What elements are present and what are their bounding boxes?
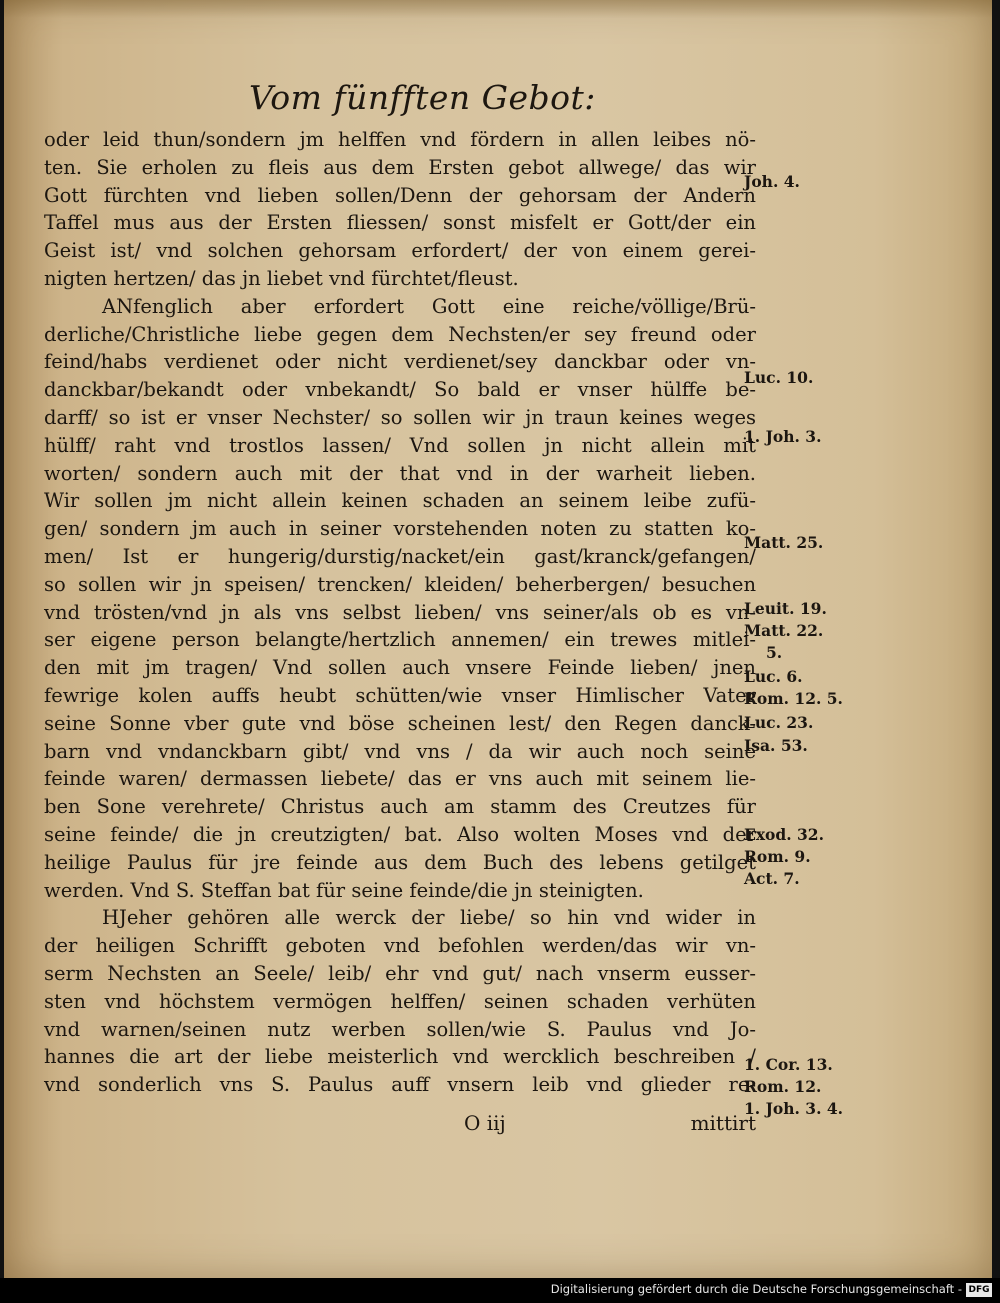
text-line: heilige Paulus für jre feinde aus dem Buch des lebens getilget (44, 850, 756, 874)
text-line: Wir sollen jm nicht allein keinen schaden an seinem leibe zufü- (44, 489, 756, 513)
text-line: barn vnd vndanckbarn gibt/ vnd vns / da wir auch noch seine (44, 739, 756, 763)
signature-mark: O iij (464, 1111, 506, 1135)
text-line: feind/habs verdienet oder nicht verdienet/sey danckbar oder vn- (44, 350, 756, 374)
margin-note: Matt. 25. (744, 533, 824, 552)
margin-note: Luc. 10. (744, 368, 814, 387)
margin-note: Act. 7. (744, 869, 800, 888)
text-line: vnd sonderlich vns S. Paulus auff vnsern leib vnd glieder re- (44, 1073, 756, 1097)
page-header: Vom fünfften Gebot: (249, 78, 596, 117)
text-line: darff/ so ist er vnser Nechster/ so sollen wir jn traun keines weges (44, 405, 756, 429)
margin-note: Exod. 32. (744, 825, 824, 844)
text-line: gen/ sondern jm auch in seiner vorstehenden noten zu statten ko- (44, 517, 756, 541)
margin-note: Matt. 22. (744, 621, 824, 640)
text-line: der heiligen Schrifft geboten vnd befohlen werden/das wir vn- (44, 934, 756, 958)
text-line: ANfenglich aber erfordert Gott eine reiche/völlige/Brü- (102, 294, 756, 318)
footer-bar (0, 1278, 1000, 1303)
text-line: Geist ist/ vnd solchen gehorsam erfordert/ der von einem gerei- (44, 239, 756, 263)
text-line: ben Sone verehrete/ Christus auch am stamm des Creutzes für (44, 795, 756, 819)
text-line: fewrige kolen auffs heubt schütten/wie vnser Himlischer Vater (44, 683, 756, 707)
margin-note: Rom. 12. (744, 1077, 822, 1096)
text-line: worten/ sondern auch mit der that vnd in der warheit lieben. (44, 461, 756, 485)
text-line: derliche/Christliche liebe gegen dem Nechsten/er sey freund oder (44, 322, 756, 346)
text-line: ten. Sie erholen zu fleis aus dem Ersten gebot allwege/ das wir (44, 155, 756, 179)
text-line: danckbar/bekandt oder vnbekandt/ So bald er vnser hülffe be- (44, 378, 756, 402)
margin-note: Luc. 23. (744, 713, 814, 732)
text-line: ser eigene person belangte/hertzlich annemen/ ein trewes mitlei- (44, 628, 756, 652)
book-page (4, 0, 992, 1278)
text-line: vnd trösten/vnd jn als vns selbst lieben/ vns seiner/als ob es vn- (44, 600, 756, 624)
margin-note: Isa. 53. (744, 736, 808, 755)
catchword: mittirt (690, 1111, 756, 1135)
text-line: sten vnd höchstem vermögen helffen/ seinen schaden verhüten (44, 989, 756, 1013)
margin-note: Leuit. 19. (744, 599, 827, 618)
text-line: feinde waren/ dermassen liebete/ das er vns auch mit seinem lie- (44, 767, 756, 791)
text-line: hülff/ raht vnd trostlos lassen/ Vnd sollen jn nicht allein mit (44, 433, 756, 457)
margin-note: 1. Joh. 3. 4. (744, 1099, 844, 1118)
text-line: men/ Ist er hungerig/durstig/nacket/ein gast/kranck/gefangen/ (44, 544, 756, 568)
margin-note: 1. Cor. 13. (744, 1055, 833, 1074)
text-line: den mit jm tragen/ Vnd sollen auch vnsere Feinde lieben/ jnen (44, 656, 756, 680)
signature-line (44, 1111, 756, 1139)
footer-credit: Digitalisierung gefördert durch die Deutsche Forschungsgemeinschaft - (550, 1282, 962, 1296)
text-line: seine Sonne vber gute vnd böse scheinen lest/ den Regen danck- (44, 711, 756, 735)
dfg-logo[interactable]: DFG (966, 1283, 992, 1297)
text-line: nigten hertzen/ das jn liebet vnd fürchtet/fleust. (44, 266, 519, 290)
text-line: hannes die art der liebe meisterlich vnd wercklich beschreiben / (44, 1045, 756, 1069)
text-line: oder leid thun/sondern jm helffen vnd fördern in allen leibes nö- (44, 128, 756, 151)
text-line: werden. Vnd S. Steffan bat für seine feinde/die jn steinigten. (44, 878, 644, 902)
margin-note: 5. (766, 643, 783, 662)
text-line: so sollen wir jn speisen/ trencken/ kleiden/ beherbergen/ besuchen (44, 572, 756, 596)
text-line: vnd warnen/seinen nutz werben sollen/wie S. Paulus vnd Jo- (44, 1017, 756, 1041)
text-line: HJeher gehören alle werck der liebe/ so hin vnd wider in (102, 906, 756, 930)
text-line: serm Nechsten an Seele/ leib/ ehr vnd gut/ nach vnserm eusser- (44, 961, 756, 985)
margin-note: Luc. 6. (744, 667, 803, 686)
text-line: Taffel mus aus der Ersten fliessen/ sonst misfelt er Gott/der ein (44, 211, 756, 235)
body-text (44, 126, 756, 1099)
margin-note: Rom. 9. (744, 847, 811, 866)
margin-note: 1. Joh. 3. (744, 427, 822, 446)
margin-note: Rom. 12. 5. (744, 689, 843, 708)
text-line: Gott fürchten vnd lieben sollen/Denn der gehorsam der Andern (44, 183, 756, 207)
text-line: seine feinde/ die jn creutzigten/ bat. Also wolten Moses vnd der (44, 822, 756, 846)
margin-note: Joh. 4. (744, 172, 800, 191)
